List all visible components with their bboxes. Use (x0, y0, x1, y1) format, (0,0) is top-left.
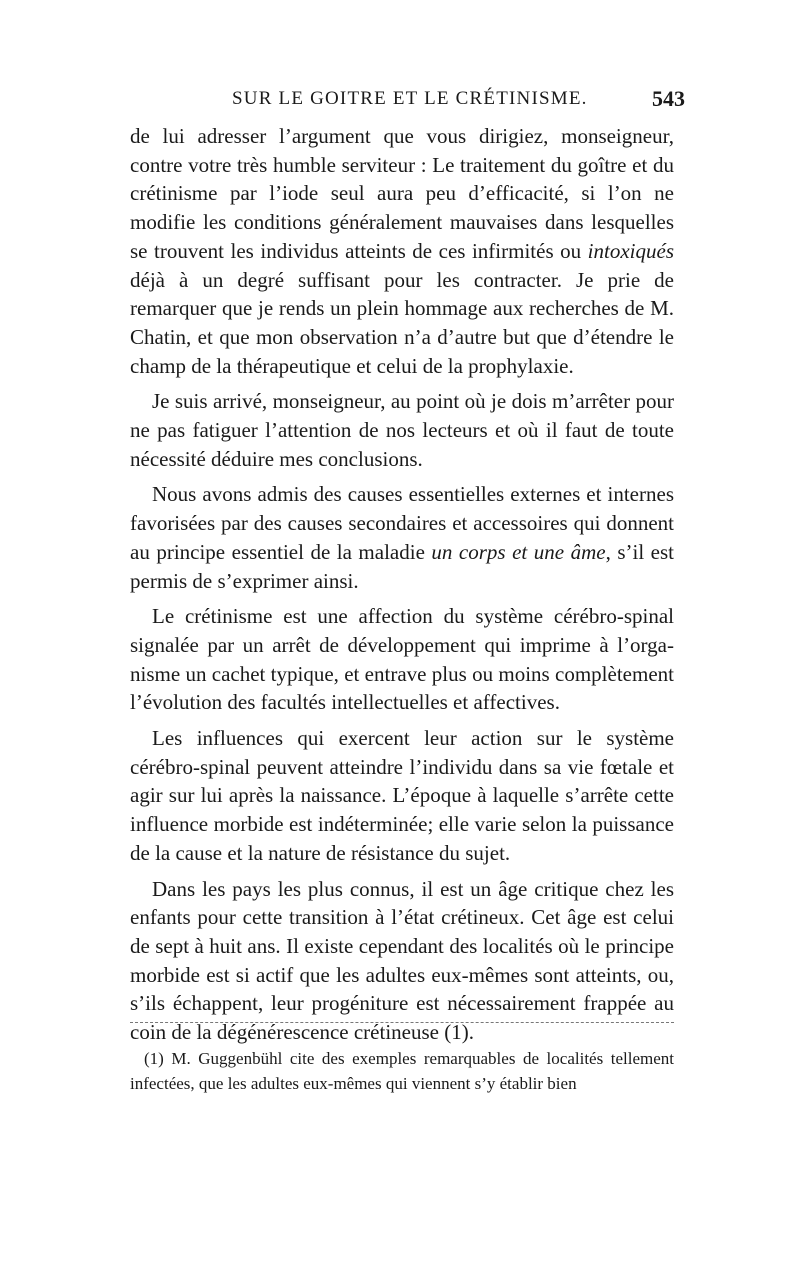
paragraph (130, 387, 674, 473)
paragraph (130, 875, 674, 1047)
paragraph-text: Je suis arrivé, monseigneur, au point où je dois m’arrêter pour ne pas fatiguer l’attention de nos lecteurs et où il faut de toute nécessité déduire mes conclusions. (130, 389, 674, 471)
paragraph (130, 122, 674, 380)
paragraph-text: Le crétinisme est une affection du système cérébro-spinal signalée par un arrêt de développement qui imprime à l’organisme un cachet typique, et entrave plus ou moins complètement l’évolution des facultés intellectuelles et affectives. (130, 604, 674, 715)
body-text (130, 122, 674, 1054)
paragraph-text: Les influences qui exercent leur action sur le système cérébro-spinal peuvent atteindre l’individu dans sa vie fœtale et agir sur lui après la naissance. L’époque à laquelle s’arrête cette influence morbide est indéterminée; elle varie selon la puissance de la cause et la nature de résistance du sujet. (130, 726, 674, 865)
emphasis-text: un corps et une âme (431, 539, 606, 564)
footnote: (1) M. Guggenbühl cite des exemples remarquables de localités tellement infectées, que les adultes eux-mêmes qui viennent s’y établir bien (130, 1049, 674, 1093)
paragraph (130, 480, 674, 595)
paragraph-text: Dans les pays les plus connus, il est un âge critique chez les enfants pour cette transition à l’état crétineux. Cet âge est celui de sept à huit ans. Il existe cependant des localités où le principe morbide est si actif que les adultes eux-mêmes sont atteints, ou, s’ils échappent, leur progéniture est nécessairement frappée au coin de la dégénérescence crétineuse (1). (130, 876, 674, 1045)
paragraph (130, 602, 674, 717)
footnote-divider (130, 1022, 674, 1023)
running-head: SUR LE GOITRE ET LE CRÉTINISME. (232, 88, 588, 109)
paragraph-text: déjà à un degré suffisant pour les contracter. Je prie de remarquer que je rends un plein hommage aux recherches de M. Chatin, et que mon observation n’a d’autre but que d’étendre le champ de la thérapeutique et celui de la prophylaxie. (130, 267, 674, 378)
paragraph (130, 724, 674, 868)
paragraph-text: , s’il est permis de s’exprimer ainsi. (130, 539, 674, 593)
paragraph-text: de lui adresser l’argument que vous dirigiez, monseigneur, contre votre très humble serviteur : Le traitement du goître et du crétinisme par l’iode seul aura peu d’efficacité, si l’on ne modifie les conditions généralement mauvaises dans lesquelles se trouvent les individus atteints de ces infirmités ou (130, 124, 674, 263)
page-header (130, 88, 685, 118)
emphasis-text: intoxiqués (587, 238, 674, 263)
page-number: 543 (652, 86, 685, 111)
paragraph-text: Nous avons admis des causes essentielles externes et internes favorisées par des causes secondaires et accessoires qui donnent au principe essentiel de la maladie (130, 482, 674, 564)
